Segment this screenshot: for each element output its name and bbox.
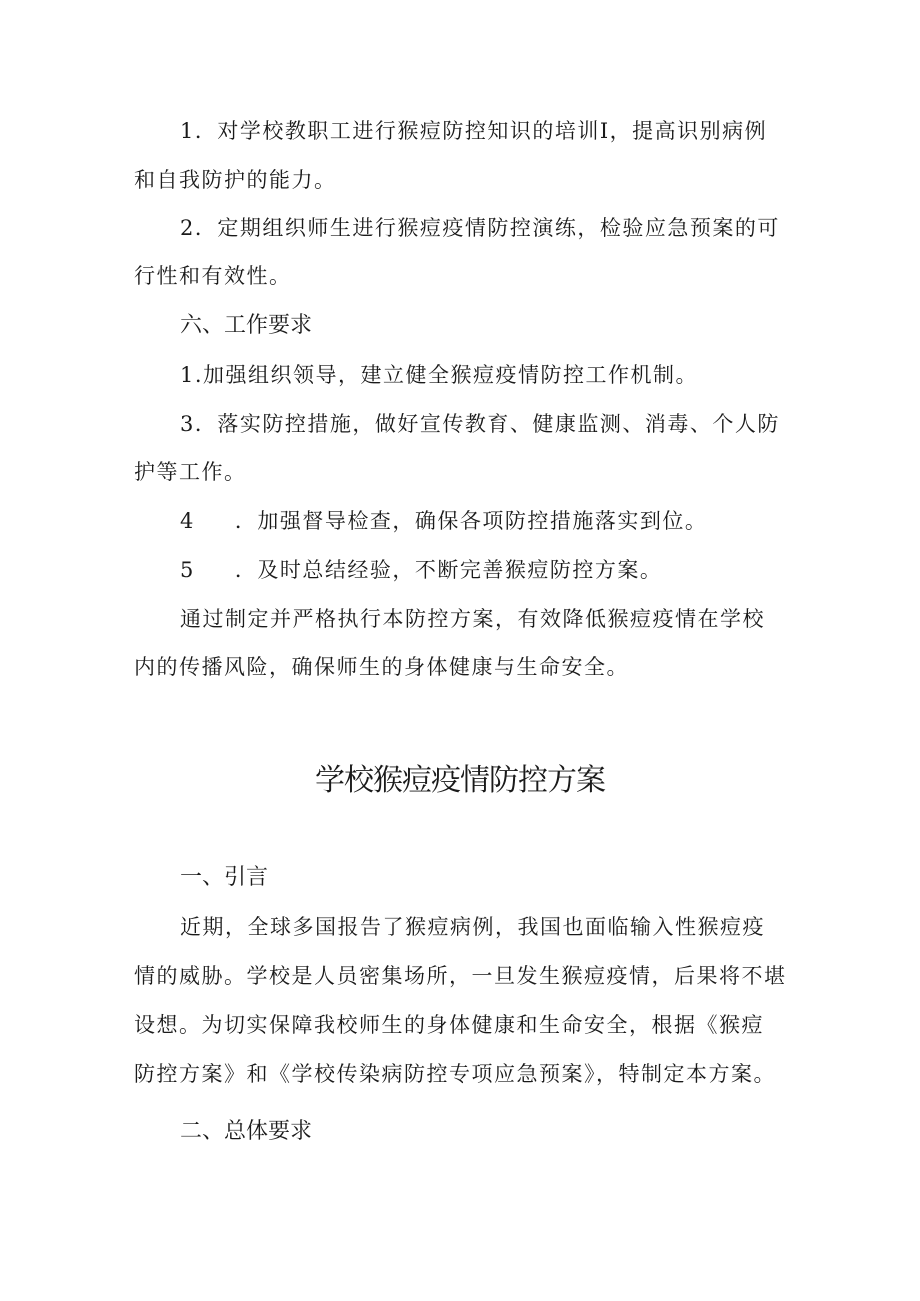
requirement-item-4-number: 4	[180, 509, 195, 533]
requirement-item-4-text: ．加强督导检查，确保各项防控措施落实到位。	[234, 509, 708, 533]
requirement-item-3-line-2: 护等工作。	[134, 460, 247, 484]
intro-paragraph-line-1: 近期，全球多国报告了猴痘病例，我国也面临输入性猴痘疫	[180, 915, 765, 939]
document-title: 学校猴痘疫情防控方案	[315, 763, 605, 798]
training-item-line-1: 1．对学校教职工进行猴痘防控知识的培训I，提高识别病例	[180, 119, 768, 143]
requirement-item-5-text: ．及时总结经验，不断完善猴痘防控方案。	[234, 558, 663, 582]
requirement-item-5-number: 5	[180, 558, 195, 582]
conclusion-line-2: 内的传播风险，确保师生的身体健康与生命安全。	[134, 655, 629, 679]
requirement-item-4	[180, 507, 707, 535]
section-heading-overall-requirements: 二、总体要求	[180, 1119, 313, 1144]
requirement-item-3-line-1: 3．落实防控措施，做好宣传教育、健康监测、消毒、个人防	[180, 412, 780, 436]
conclusion-line-1: 通过制定并严格执行本防控方案，有效降低猴痘疫情在学校	[180, 607, 765, 631]
intro-paragraph-line-4: 防控方案》和《学校传染病防控专项应急预案》，特制定本方案。	[134, 1062, 776, 1086]
drill-item-line-1: 2．定期组织师生进行猴痘疫情防控演练，检验应急预案的可	[180, 216, 780, 240]
drill-item-line-2: 行性和有效性。	[134, 264, 292, 288]
intro-paragraph-line-2: 情的威胁。学校是人员密集场所，一旦发生猴痘疫情，后果将不堪	[134, 964, 787, 988]
section-heading-work-requirements: 六、工作要求	[180, 313, 313, 338]
section-heading-introduction: 一、引言	[180, 865, 269, 890]
requirement-item-5	[180, 556, 662, 584]
requirement-item-1: 1.加强组织领导，建立健全猴痘疫情防控工作机制。	[180, 363, 699, 387]
training-item-line-2: 和自我防护的能力。	[134, 168, 337, 192]
intro-paragraph-line-3: 设想。为切实保障我校师生的身体健康和生命安全，根据《猴痘	[134, 1013, 764, 1037]
